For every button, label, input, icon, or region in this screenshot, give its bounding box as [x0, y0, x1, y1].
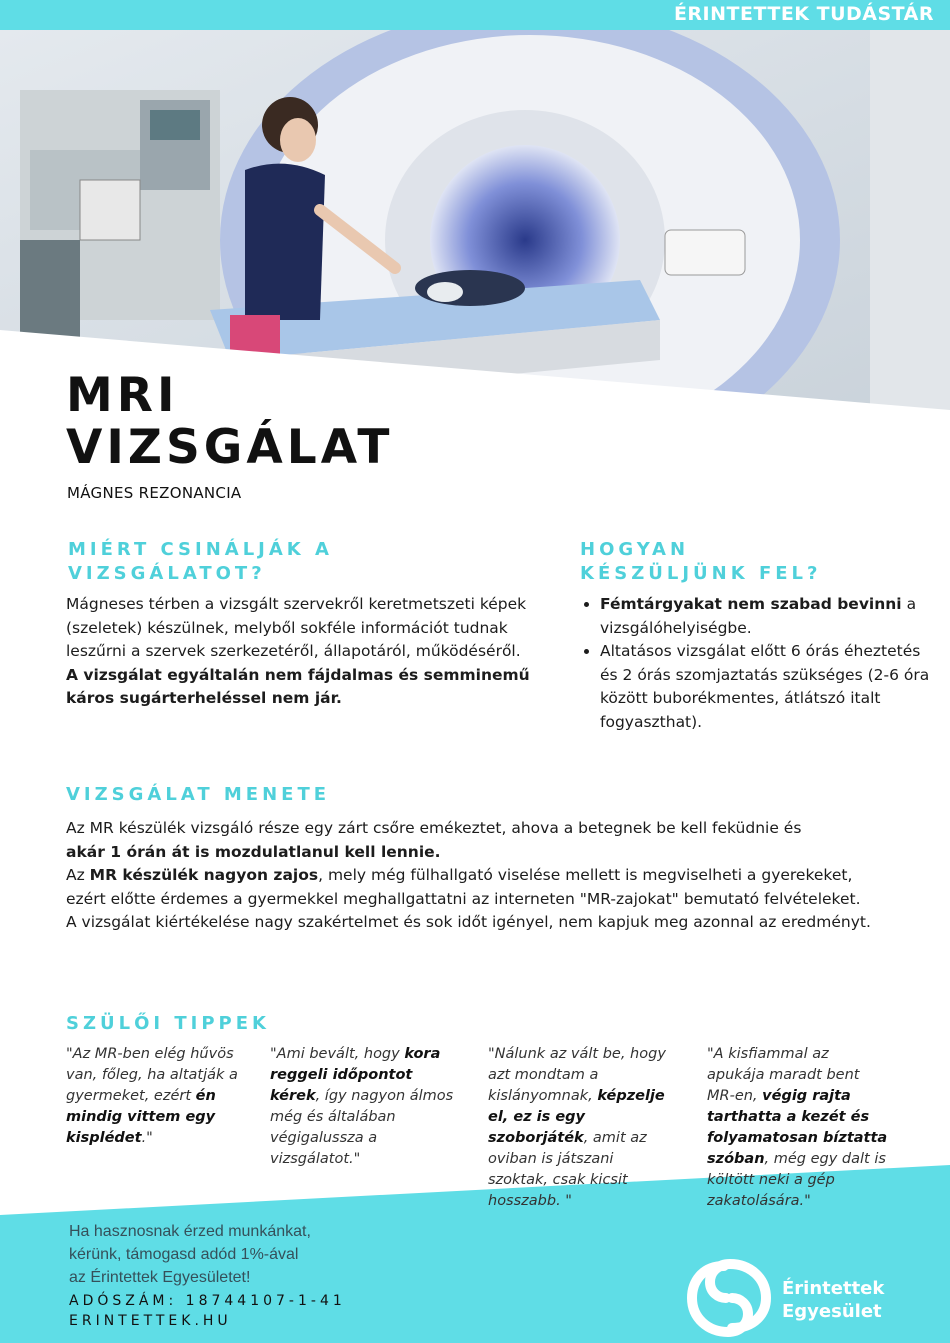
tip-3-bold: képzelje el, ez is egy szoborjáték [488, 1088, 665, 1146]
tip-2-bold: kora reggeli időpontot kérek [270, 1046, 441, 1104]
logo-line-1: Érintettek [782, 1278, 885, 1299]
process-p2-b: , mely még fülhallgató viselése mellett is megviselheti a gyerekeket, ezért előtte érdemes a gyermekkel meghallgattatni az interneten "MR-zajokat" bemutató felvételeket. [66, 866, 861, 908]
process-p1-bold: akár 1 órán át is mozdulatlanul kell lennie. [66, 842, 441, 861]
prep-item-1-rest: a vizsgálóhelyiségbe. [600, 595, 917, 637]
page-title [66, 370, 393, 474]
prep-list [580, 593, 930, 734]
why-heading-line-2: VIZSGÁLATOT? [68, 563, 266, 584]
tip-3-a: "Nálunk az vált be, hogy azt mondtam a kislányomnak, [488, 1046, 666, 1104]
process-heading: VIZSGÁLAT MENETE [66, 784, 331, 805]
prep-item-1 [600, 593, 930, 640]
tip-3 [488, 1044, 668, 1212]
why-heading [68, 538, 333, 586]
page-subtitle: MÁGNES REZONANCIA [67, 484, 242, 502]
prep-heading-line-2: KÉSZÜLJÜNK FEL? [580, 563, 822, 584]
prep-item-1-bold: Fémtárgyakat nem szabad bevinni [600, 595, 902, 613]
tip-4-a: "A kisfiammal az apukája maradt bent MR-en, [707, 1046, 860, 1104]
prep-item-2: • Altatásos vizsgálat előtt 6 órás éheztetés és 2 órás szomjaztatás szükséges (2-6 óra között buborékmentes, átlátszó italt fogyaszthat). [600, 640, 930, 734]
process-p3: A vizsgálat kiértékelése nagy szakértelmet és sok időt igényel, nem kapjuk meg azonnal az eredményt. [66, 913, 871, 931]
logo-line-2: Egyesület [782, 1301, 882, 1322]
prep-heading-line-1: HOGYAN [580, 539, 690, 560]
support-line-2: kérünk, támogasd adód 1%-ával [69, 1246, 299, 1263]
why-heading-line-1: MIÉRT CSINÁLJÁK A [68, 539, 333, 560]
process-p1: Az MR készülék vizsgáló része egy zárt csőre emékeztet, ahova a betegnek be kell feküdnie és [66, 819, 802, 837]
brand-title: ÉRINTETTEK TUDÁSTÁR [673, 3, 934, 25]
tip-2-b: , így nagyon álmos még és általában végigalussza a vizsgálatot." [270, 1088, 454, 1167]
logo-text [782, 1277, 884, 1323]
tip-1 [66, 1044, 251, 1149]
why-bold: A vizsgálat egyáltalán nem fájdalmas és semminemű káros sugárterheléssel nem jár. [66, 665, 530, 707]
support-line-1: Ha hasznosnak érzed munkánkat, [69, 1223, 311, 1240]
top-bar [0, 0, 950, 30]
title-line-2: VIZSGÁLAT [66, 420, 394, 475]
why-text: Mágneses térben a vizsgált szervekről keretmetszeti képek (szeletek) készülnek, melyből sokféle információt tudnak leszűrni a szervek szerkezetéről, állapotáról, működéséről. [66, 595, 527, 660]
why-body [66, 593, 536, 711]
process-body [66, 817, 886, 935]
tip-4-b: , még egy dalt is költött neki a gép zakatolására." [707, 1151, 886, 1209]
tip-4-bold: végig rajta tarthatta a kezét és folyamatosan bíztatta szóban [707, 1088, 888, 1167]
tip-4 [707, 1044, 889, 1212]
support-line-3: az Érintettek Egyesületet! [69, 1269, 251, 1286]
logo-icon [686, 1258, 772, 1338]
title-line-1: MRI [66, 368, 179, 423]
website-link[interactable]: ERINTETTEK.HU [69, 1313, 232, 1329]
tip-3-b: , amit az oviban is játszani szoktak, csak kicsit hosszabb. " [488, 1130, 647, 1209]
tip-1-b: ." [141, 1130, 153, 1146]
tip-2 [270, 1044, 455, 1170]
tip-1-bold: én mindig vittem egy kisplédet [66, 1088, 216, 1146]
tip-1-a: "Az MR-ben elég hűvös van, főleg, ha altatják a gyermeket, ezért [66, 1046, 238, 1104]
prep-heading [580, 538, 821, 586]
process-p2-bold: MR készülék nagyon zajos [89, 866, 319, 884]
support-text [69, 1220, 311, 1289]
tip-2-a: "Ami bevált, hogy [270, 1046, 405, 1062]
tips-heading: SZÜLŐI TIPPEK [66, 1013, 270, 1034]
tax-number: ADÓSZÁM: 18744107-1-41 [69, 1293, 346, 1309]
process-p2-a: Az [66, 866, 90, 884]
